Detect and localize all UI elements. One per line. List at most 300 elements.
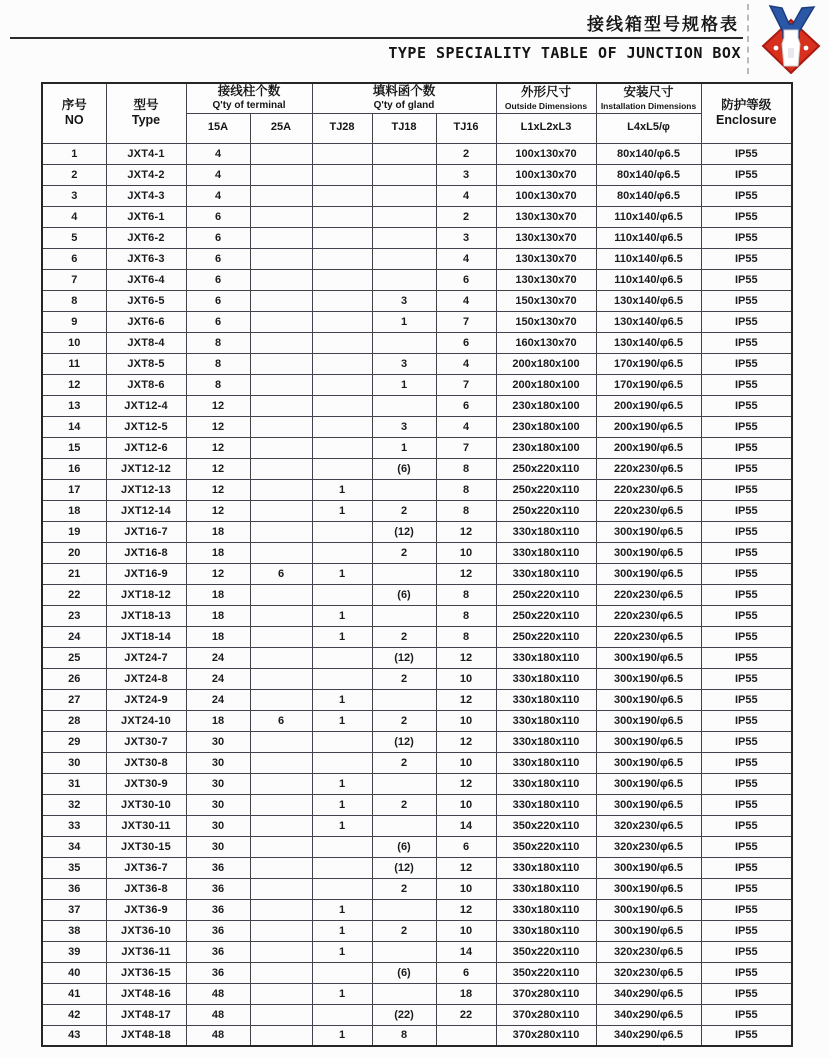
- outside-dim-cell: 370x280x110: [496, 983, 596, 1004]
- type-cell: JXT24-9: [106, 689, 186, 710]
- 15a-cell: 36: [186, 899, 250, 920]
- enclosure-cell: IP55: [701, 920, 792, 941]
- outside-dim-cell: 330x180x110: [496, 878, 596, 899]
- install-dim-cell: 130x140/φ6.5: [596, 290, 701, 311]
- enclosure-cell: IP55: [701, 1025, 792, 1046]
- tj18-cell: [372, 164, 436, 185]
- tj28-cell: [312, 227, 372, 248]
- enclosure-cell: IP55: [701, 899, 792, 920]
- tj16-cell: 4: [436, 290, 496, 311]
- tj28-cell: 1: [312, 563, 372, 584]
- tj16-cell: 8: [436, 479, 496, 500]
- type-cell: JXT36-10: [106, 920, 186, 941]
- install-dim-cell: 300x190/φ6.5: [596, 521, 701, 542]
- header-gland-en: Q'ty of gland: [373, 99, 435, 111]
- tj16-cell: 8: [436, 605, 496, 626]
- 25a-cell: [250, 647, 312, 668]
- table-row: [42, 773, 792, 794]
- table-row: [42, 395, 792, 416]
- no-cell: 28: [42, 710, 106, 731]
- 25a-cell: [250, 731, 312, 752]
- 25a-cell: [250, 668, 312, 689]
- type-cell: JXT48-17: [106, 1004, 186, 1025]
- enclosure-cell: IP55: [701, 941, 792, 962]
- table-row: [42, 500, 792, 521]
- 15a-cell: 18: [186, 626, 250, 647]
- no-cell: 33: [42, 815, 106, 836]
- 25a-cell: [250, 962, 312, 983]
- 25a-cell: [250, 395, 312, 416]
- 15a-cell: 36: [186, 920, 250, 941]
- type-cell: JXT8-6: [106, 374, 186, 395]
- 15a-cell: 6: [186, 206, 250, 227]
- table-row: [42, 983, 792, 1004]
- no-cell: 13: [42, 395, 106, 416]
- table-row: [42, 626, 792, 647]
- 15a-cell: 4: [186, 143, 250, 164]
- enclosure-cell: IP55: [701, 794, 792, 815]
- type-cell: JXT36-9: [106, 899, 186, 920]
- outside-dim-cell: 330x180x110: [496, 773, 596, 794]
- tj28-cell: [312, 164, 372, 185]
- 25a-cell: [250, 311, 312, 332]
- table-row: [42, 164, 792, 185]
- outside-dim-cell: 250x220x110: [496, 605, 596, 626]
- outside-dim-cell: 330x180x110: [496, 521, 596, 542]
- header-25a: 25A: [250, 113, 312, 143]
- tj16-cell: 12: [436, 521, 496, 542]
- install-dim-cell: 320x230/φ6.5: [596, 941, 701, 962]
- tj28-cell: [312, 248, 372, 269]
- table-row: [42, 185, 792, 206]
- outside-dim-cell: 130x130x70: [496, 227, 596, 248]
- outside-dim-cell: 370x280x110: [496, 1004, 596, 1025]
- 15a-cell: 36: [186, 962, 250, 983]
- table-row: [42, 1004, 792, 1025]
- tj18-cell: 2: [372, 794, 436, 815]
- tj16-cell: [436, 1025, 496, 1046]
- enclosure-cell: IP55: [701, 815, 792, 836]
- tj16-cell: 10: [436, 794, 496, 815]
- table-row: [42, 584, 792, 605]
- type-cell: JXT30-8: [106, 752, 186, 773]
- enclosure-cell: IP55: [701, 521, 792, 542]
- no-cell: 15: [42, 437, 106, 458]
- type-cell: JXT24-8: [106, 668, 186, 689]
- enclosure-cell: IP55: [701, 626, 792, 647]
- 15a-cell: 30: [186, 752, 250, 773]
- tj18-cell: [372, 227, 436, 248]
- type-cell: JXT4-1: [106, 143, 186, 164]
- tj16-cell: 12: [436, 647, 496, 668]
- outside-dim-cell: 350x220x110: [496, 836, 596, 857]
- install-dim-cell: 130x140/φ6.5: [596, 311, 701, 332]
- enclosure-cell: IP55: [701, 668, 792, 689]
- no-cell: 1: [42, 143, 106, 164]
- table-row: [42, 941, 792, 962]
- outside-dim-cell: 350x220x110: [496, 962, 596, 983]
- tj18-cell: 2: [372, 500, 436, 521]
- 15a-cell: 36: [186, 941, 250, 962]
- header-terminal-cn: 接线柱个数: [217, 84, 281, 99]
- 15a-cell: 18: [186, 710, 250, 731]
- tj28-cell: [312, 752, 372, 773]
- tj18-cell: [372, 773, 436, 794]
- tj18-cell: [372, 206, 436, 227]
- tj18-cell: (6): [372, 962, 436, 983]
- outside-dim-cell: 330x180x110: [496, 794, 596, 815]
- type-cell: JXT30-11: [106, 815, 186, 836]
- 25a-cell: [250, 290, 312, 311]
- table-row: [42, 752, 792, 773]
- no-cell: 42: [42, 1004, 106, 1025]
- tj18-cell: 3: [372, 416, 436, 437]
- tj28-cell: [312, 878, 372, 899]
- table-header: [42, 83, 792, 143]
- table-row: [42, 1025, 792, 1046]
- tj18-cell: [372, 143, 436, 164]
- table-row: [42, 563, 792, 584]
- tj18-cell: 2: [372, 920, 436, 941]
- install-dim-cell: 220x230/φ6.5: [596, 626, 701, 647]
- table-row: [42, 227, 792, 248]
- install-dim-cell: 220x230/φ6.5: [596, 479, 701, 500]
- 15a-cell: 18: [186, 542, 250, 563]
- type-cell: JXT16-8: [106, 542, 186, 563]
- header-type: [106, 83, 186, 143]
- enclosure-cell: IP55: [701, 731, 792, 752]
- type-cell: JXT18-13: [106, 605, 186, 626]
- tj18-cell: (6): [372, 584, 436, 605]
- tj28-cell: [312, 836, 372, 857]
- junction-box-spec-table: [41, 82, 793, 1047]
- tj16-cell: 12: [436, 773, 496, 794]
- 15a-cell: 4: [186, 164, 250, 185]
- tj16-cell: 4: [436, 416, 496, 437]
- enclosure-cell: IP55: [701, 584, 792, 605]
- table-row: [42, 668, 792, 689]
- outside-dim-cell: 160x130x70: [496, 332, 596, 353]
- no-cell: 37: [42, 899, 106, 920]
- tj18-cell: [372, 605, 436, 626]
- tj16-cell: 22: [436, 1004, 496, 1025]
- 15a-cell: 30: [186, 773, 250, 794]
- no-cell: 12: [42, 374, 106, 395]
- tj18-cell: 1: [372, 374, 436, 395]
- page-title-chinese: 接线箱型号规格表: [587, 15, 739, 34]
- table-row: [42, 878, 792, 899]
- 15a-cell: 12: [186, 479, 250, 500]
- install-dim-cell: 300x190/φ6.5: [596, 794, 701, 815]
- tj28-cell: [312, 290, 372, 311]
- enclosure-cell: IP55: [701, 542, 792, 563]
- tj16-cell: 12: [436, 857, 496, 878]
- install-dim-cell: 170x190/φ6.5: [596, 353, 701, 374]
- no-cell: 20: [42, 542, 106, 563]
- 25a-cell: [250, 752, 312, 773]
- tj18-cell: 2: [372, 626, 436, 647]
- header-type-cn: 型号: [133, 97, 159, 112]
- table-row: [42, 479, 792, 500]
- table-row: [42, 836, 792, 857]
- 25a-cell: [250, 899, 312, 920]
- tj18-cell: (12): [372, 521, 436, 542]
- table-row: [42, 815, 792, 836]
- 15a-cell: 18: [186, 584, 250, 605]
- 15a-cell: 30: [186, 836, 250, 857]
- tj16-cell: 7: [436, 374, 496, 395]
- table-row: [42, 899, 792, 920]
- 25a-cell: [250, 479, 312, 500]
- outside-dim-cell: 250x220x110: [496, 500, 596, 521]
- no-cell: 29: [42, 731, 106, 752]
- tj16-cell: 8: [436, 584, 496, 605]
- enclosure-cell: IP55: [701, 311, 792, 332]
- table-row: [42, 794, 792, 815]
- enclosure-cell: IP55: [701, 458, 792, 479]
- 15a-cell: 6: [186, 290, 250, 311]
- 15a-cell: 30: [186, 731, 250, 752]
- tj16-cell: 10: [436, 752, 496, 773]
- enclosure-cell: IP55: [701, 185, 792, 206]
- header-no: [42, 83, 106, 143]
- tj18-cell: 8: [372, 1025, 436, 1046]
- 25a-cell: [250, 941, 312, 962]
- tj16-cell: 3: [436, 227, 496, 248]
- install-dim-cell: 340x290/φ6.5: [596, 1004, 701, 1025]
- table-row: [42, 311, 792, 332]
- outside-dim-cell: 250x220x110: [496, 458, 596, 479]
- type-cell: JXT12-5: [106, 416, 186, 437]
- outside-dim-cell: 330x180x110: [496, 563, 596, 584]
- enclosure-cell: IP55: [701, 962, 792, 983]
- 15a-cell: 6: [186, 227, 250, 248]
- 25a-cell: [250, 353, 312, 374]
- 25a-cell: [250, 521, 312, 542]
- 25a-cell: [250, 458, 312, 479]
- no-cell: 40: [42, 962, 106, 983]
- enclosure-cell: IP55: [701, 206, 792, 227]
- header-outside-en: Outside Dimensions: [504, 100, 588, 111]
- tj16-cell: 2: [436, 206, 496, 227]
- tj18-cell: (22): [372, 1004, 436, 1025]
- table-row: [42, 143, 792, 164]
- tj16-cell: 12: [436, 731, 496, 752]
- tj18-cell: 3: [372, 353, 436, 374]
- tj28-cell: 1: [312, 1025, 372, 1046]
- table-row: [42, 353, 792, 374]
- no-cell: 22: [42, 584, 106, 605]
- tj28-cell: [312, 395, 372, 416]
- tj18-cell: (12): [372, 857, 436, 878]
- tj16-cell: 8: [436, 626, 496, 647]
- install-dim-cell: 110x140/φ6.5: [596, 227, 701, 248]
- table-row: [42, 647, 792, 668]
- tj16-cell: 14: [436, 815, 496, 836]
- enclosure-cell: IP55: [701, 689, 792, 710]
- tj18-cell: [372, 248, 436, 269]
- tj18-cell: [372, 395, 436, 416]
- enclosure-cell: IP55: [701, 857, 792, 878]
- 25a-cell: [250, 542, 312, 563]
- tj18-cell: [372, 479, 436, 500]
- enclosure-cell: IP55: [701, 332, 792, 353]
- 25a-cell: [250, 878, 312, 899]
- tj28-cell: 1: [312, 773, 372, 794]
- 15a-cell: 36: [186, 878, 250, 899]
- 25a-cell: [250, 500, 312, 521]
- tj18-cell: [372, 941, 436, 962]
- tj28-cell: [312, 416, 372, 437]
- no-cell: 23: [42, 605, 106, 626]
- brand-emblem-logo: [756, 4, 826, 74]
- tj28-cell: [312, 962, 372, 983]
- 15a-cell: 18: [186, 521, 250, 542]
- 25a-cell: [250, 206, 312, 227]
- tj28-cell: 1: [312, 920, 372, 941]
- outside-dim-cell: 330x180x110: [496, 899, 596, 920]
- 25a-cell: [250, 836, 312, 857]
- header-gland-cn: 填料函个数: [372, 84, 436, 99]
- tj16-cell: 12: [436, 899, 496, 920]
- outside-dim-cell: 330x180x110: [496, 857, 596, 878]
- header-enclosure-en: Enclosure: [716, 113, 777, 128]
- header-enclosure-cn: 防护等级: [721, 97, 772, 112]
- outside-dim-cell: 100x130x70: [496, 164, 596, 185]
- no-cell: 21: [42, 563, 106, 584]
- tj16-cell: 7: [436, 437, 496, 458]
- tj28-cell: [312, 731, 372, 752]
- tj16-cell: 18: [436, 983, 496, 1004]
- type-cell: JXT18-14: [106, 626, 186, 647]
- 15a-cell: 30: [186, 815, 250, 836]
- outside-dim-cell: 200x180x100: [496, 374, 596, 395]
- header-terminal-qty: [186, 83, 312, 113]
- 25a-cell: 6: [250, 563, 312, 584]
- tj18-cell: (6): [372, 458, 436, 479]
- outside-dim-cell: 330x180x110: [496, 731, 596, 752]
- enclosure-cell: IP55: [701, 836, 792, 857]
- table-row: [42, 521, 792, 542]
- install-dim-cell: 220x230/φ6.5: [596, 458, 701, 479]
- install-dim-cell: 300x190/φ6.5: [596, 731, 701, 752]
- 15a-cell: 12: [186, 500, 250, 521]
- tj28-cell: 1: [312, 500, 372, 521]
- outside-dim-cell: 370x280x110: [496, 1025, 596, 1046]
- tj16-cell: 6: [436, 836, 496, 857]
- 15a-cell: 6: [186, 269, 250, 290]
- tj28-cell: 1: [312, 899, 372, 920]
- type-cell: JXT12-12: [106, 458, 186, 479]
- outside-dim-cell: 130x130x70: [496, 206, 596, 227]
- table-row: [42, 689, 792, 710]
- no-cell: 16: [42, 458, 106, 479]
- type-cell: JXT24-10: [106, 710, 186, 731]
- 25a-cell: [250, 185, 312, 206]
- enclosure-cell: IP55: [701, 647, 792, 668]
- install-dim-cell: 200x190/φ6.5: [596, 395, 701, 416]
- 25a-cell: [250, 269, 312, 290]
- enclosure-cell: IP55: [701, 500, 792, 521]
- type-cell: JXT36-11: [106, 941, 186, 962]
- tj28-cell: [312, 269, 372, 290]
- no-cell: 17: [42, 479, 106, 500]
- table-row: [42, 605, 792, 626]
- install-dim-cell: 300x190/φ6.5: [596, 542, 701, 563]
- install-dim-cell: 110x140/φ6.5: [596, 206, 701, 227]
- outside-dim-cell: 250x220x110: [496, 626, 596, 647]
- enclosure-cell: IP55: [701, 437, 792, 458]
- no-cell: 26: [42, 668, 106, 689]
- install-dim-cell: 300x190/φ6.5: [596, 710, 701, 731]
- table-row: [42, 248, 792, 269]
- tj16-cell: 3: [436, 164, 496, 185]
- tj28-cell: [312, 374, 372, 395]
- install-dim-cell: 320x230/φ6.5: [596, 836, 701, 857]
- 25a-cell: [250, 983, 312, 1004]
- outside-dim-cell: 200x180x100: [496, 353, 596, 374]
- type-cell: JXT8-5: [106, 353, 186, 374]
- tj18-cell: 2: [372, 710, 436, 731]
- logo-dot-right: [804, 46, 809, 51]
- 15a-cell: 36: [186, 857, 250, 878]
- divider-line: [10, 37, 743, 39]
- header-terminal-en: Q'ty of terminal: [212, 99, 286, 111]
- outside-dim-cell: 350x220x110: [496, 941, 596, 962]
- tj18-cell: 2: [372, 668, 436, 689]
- tj28-cell: 1: [312, 983, 372, 1004]
- table-row: [42, 458, 792, 479]
- install-dim-cell: 300x190/φ6.5: [596, 689, 701, 710]
- no-cell: 30: [42, 752, 106, 773]
- type-cell: JXT4-3: [106, 185, 186, 206]
- 15a-cell: 8: [186, 374, 250, 395]
- no-cell: 19: [42, 521, 106, 542]
- table-row: [42, 962, 792, 983]
- page-title-english: TYPE SPECIALITY TABLE OF JUNCTION BOX: [388, 44, 741, 62]
- enclosure-cell: IP55: [701, 248, 792, 269]
- tj16-cell: 10: [436, 920, 496, 941]
- 15a-cell: 12: [186, 458, 250, 479]
- table-row: [42, 332, 792, 353]
- no-cell: 25: [42, 647, 106, 668]
- outside-dim-cell: 230x180x100: [496, 437, 596, 458]
- table-body: [42, 143, 792, 1046]
- tj16-cell: 10: [436, 710, 496, 731]
- 25a-cell: [250, 857, 312, 878]
- header-install-cn: 安装尺寸: [623, 85, 674, 100]
- tj16-cell: 7: [436, 311, 496, 332]
- type-cell: JXT6-5: [106, 290, 186, 311]
- enclosure-cell: IP55: [701, 374, 792, 395]
- install-dim-cell: 110x140/φ6.5: [596, 248, 701, 269]
- outside-dim-cell: 250x220x110: [496, 584, 596, 605]
- no-cell: 34: [42, 836, 106, 857]
- table-row: [42, 731, 792, 752]
- tj16-cell: 12: [436, 689, 496, 710]
- table-row: [42, 206, 792, 227]
- outside-dim-cell: 230x180x100: [496, 395, 596, 416]
- header-gland-qty: [312, 83, 496, 113]
- table-row: [42, 437, 792, 458]
- install-dim-cell: 300x190/φ6.5: [596, 878, 701, 899]
- 25a-cell: [250, 689, 312, 710]
- tj16-cell: 8: [436, 500, 496, 521]
- install-dim-cell: 220x230/φ6.5: [596, 605, 701, 626]
- 25a-cell: [250, 227, 312, 248]
- tj18-cell: [372, 269, 436, 290]
- enclosure-cell: IP55: [701, 563, 792, 584]
